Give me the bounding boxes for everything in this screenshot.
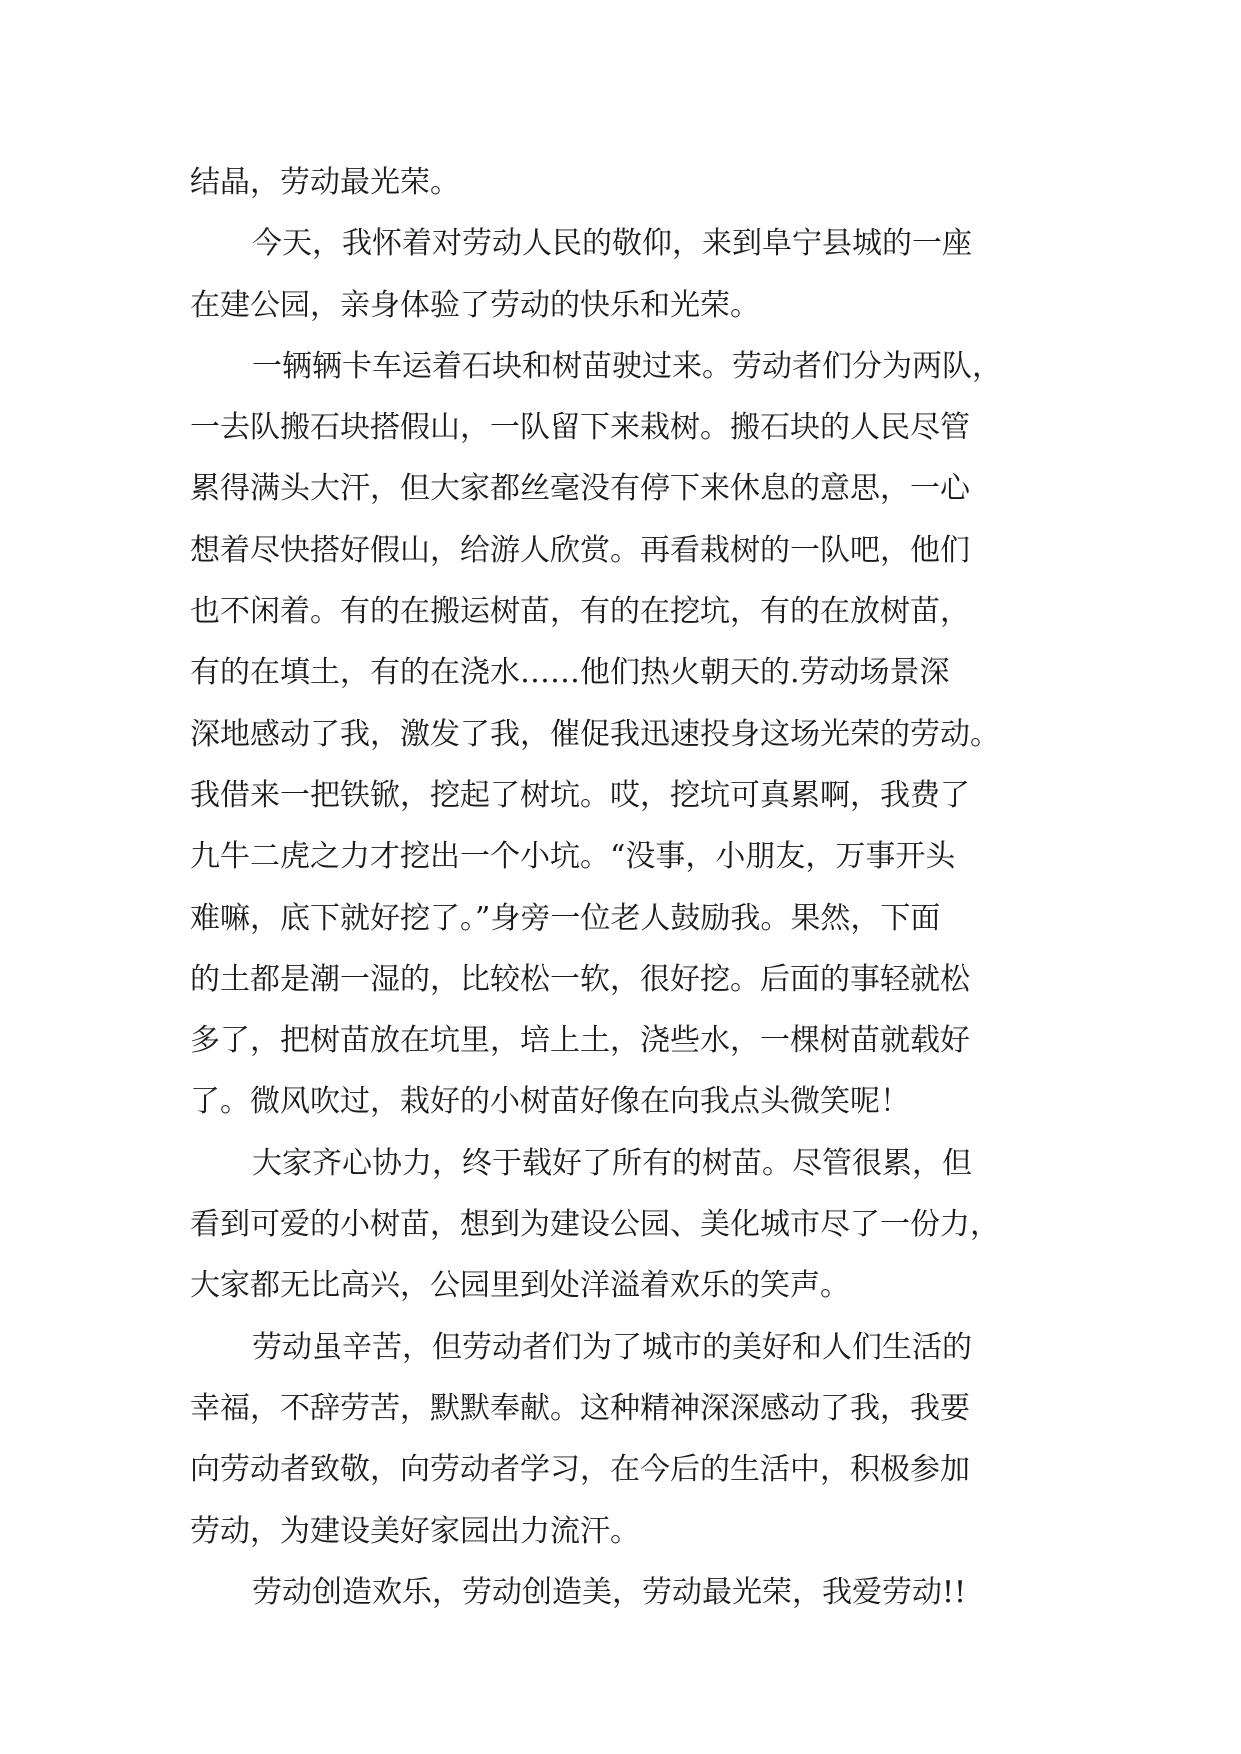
paragraph-6 xyxy=(190,1562,1070,1623)
text-line: 向劳动者致敬，向劳动者学习，在今后的生活中，积极参加 xyxy=(190,1452,970,1488)
text-line: 多了，把树苗放在坑里，培上土，浇些水，一棵树苗就载好 xyxy=(190,1023,970,1059)
text-line: 了。微风吹过，栽好的小树苗好像在向我点头微笑呢！ xyxy=(190,1084,910,1120)
text-line: 幸福，不辞劳苦，默默奉献。这种精神深深感动了我，我要 xyxy=(190,1390,970,1426)
text-line: 劳动创造欢乐，劳动创造美，劳动最光荣，我爱劳动!! xyxy=(252,1574,967,1610)
text-line: 大家都无比高兴，公园里到处洋溢着欢乐的笑声。 xyxy=(190,1268,850,1304)
paragraph-1 xyxy=(190,152,1070,213)
text-line: 在建公园，亲身体验了劳动的快乐和光荣。 xyxy=(190,287,760,323)
text-line: 劳动，为建设美好家园出力流汗。 xyxy=(190,1513,640,1549)
text-line: 一去队搬石块搭假山，一队留下来栽树。搬石块的人民尽管 xyxy=(190,410,970,446)
text-line: 大家齐心协力，终于载好了所有的树苗。尽管很累，但 xyxy=(252,1145,972,1181)
text-line: 深地感动了我，激发了我，催促我迅速投身这场光荣的劳动。 xyxy=(190,716,1000,752)
text-line: 九牛二虎之力才挖出一个小坑。“没事，小朋友，万事开头 xyxy=(190,839,956,875)
paragraph-3 xyxy=(190,336,1070,1133)
text-line: 劳动虽辛苦，但劳动者们为了城市的美好和人们生活的 xyxy=(252,1329,972,1365)
paragraph-2 xyxy=(190,213,1070,336)
text-line: 一辆辆卡车运着石块和树苗驶过来。劳动者们分为两队， xyxy=(252,348,1002,384)
text-line: 今天，我怀着对劳动人民的敬仰，来到阜宁县城的一座 xyxy=(252,226,972,262)
text-line: 看到可爱的小树苗，想到为建设公园、美化城市尽了一份力， xyxy=(190,1207,1000,1243)
text-line: 的土都是潮一湿的，比较松一软，很好挖。后面的事轻就松 xyxy=(190,961,970,997)
text-line: 累得满头大汗，但大家都丝毫没有停下来休息的意思，一心 xyxy=(190,471,970,507)
text-line: 也不闲着。有的在搬运树苗，有的在挖坑，有的在放树苗， xyxy=(190,594,970,630)
text-line: 我借来一把铁锨，挖起了树坑。哎，挖坑可真累啊，我费了 xyxy=(190,777,970,813)
text-line: 结晶，劳动最光荣。 xyxy=(190,165,460,200)
text-line: 有的在填土，有的在浇水……他们热火朝天的.劳动场景深 xyxy=(190,655,950,691)
essay-body xyxy=(190,152,1070,1623)
paragraph-5 xyxy=(190,1317,1070,1562)
text-line: 难嘛，底下就好挖了。”身旁一位老人鼓励我。果然，下面 xyxy=(190,900,941,936)
text-line: 想着尽快搭好假山，给游人欣赏。再看栽树的一队吧，他们 xyxy=(190,532,970,568)
paragraph-4 xyxy=(190,1133,1070,1317)
